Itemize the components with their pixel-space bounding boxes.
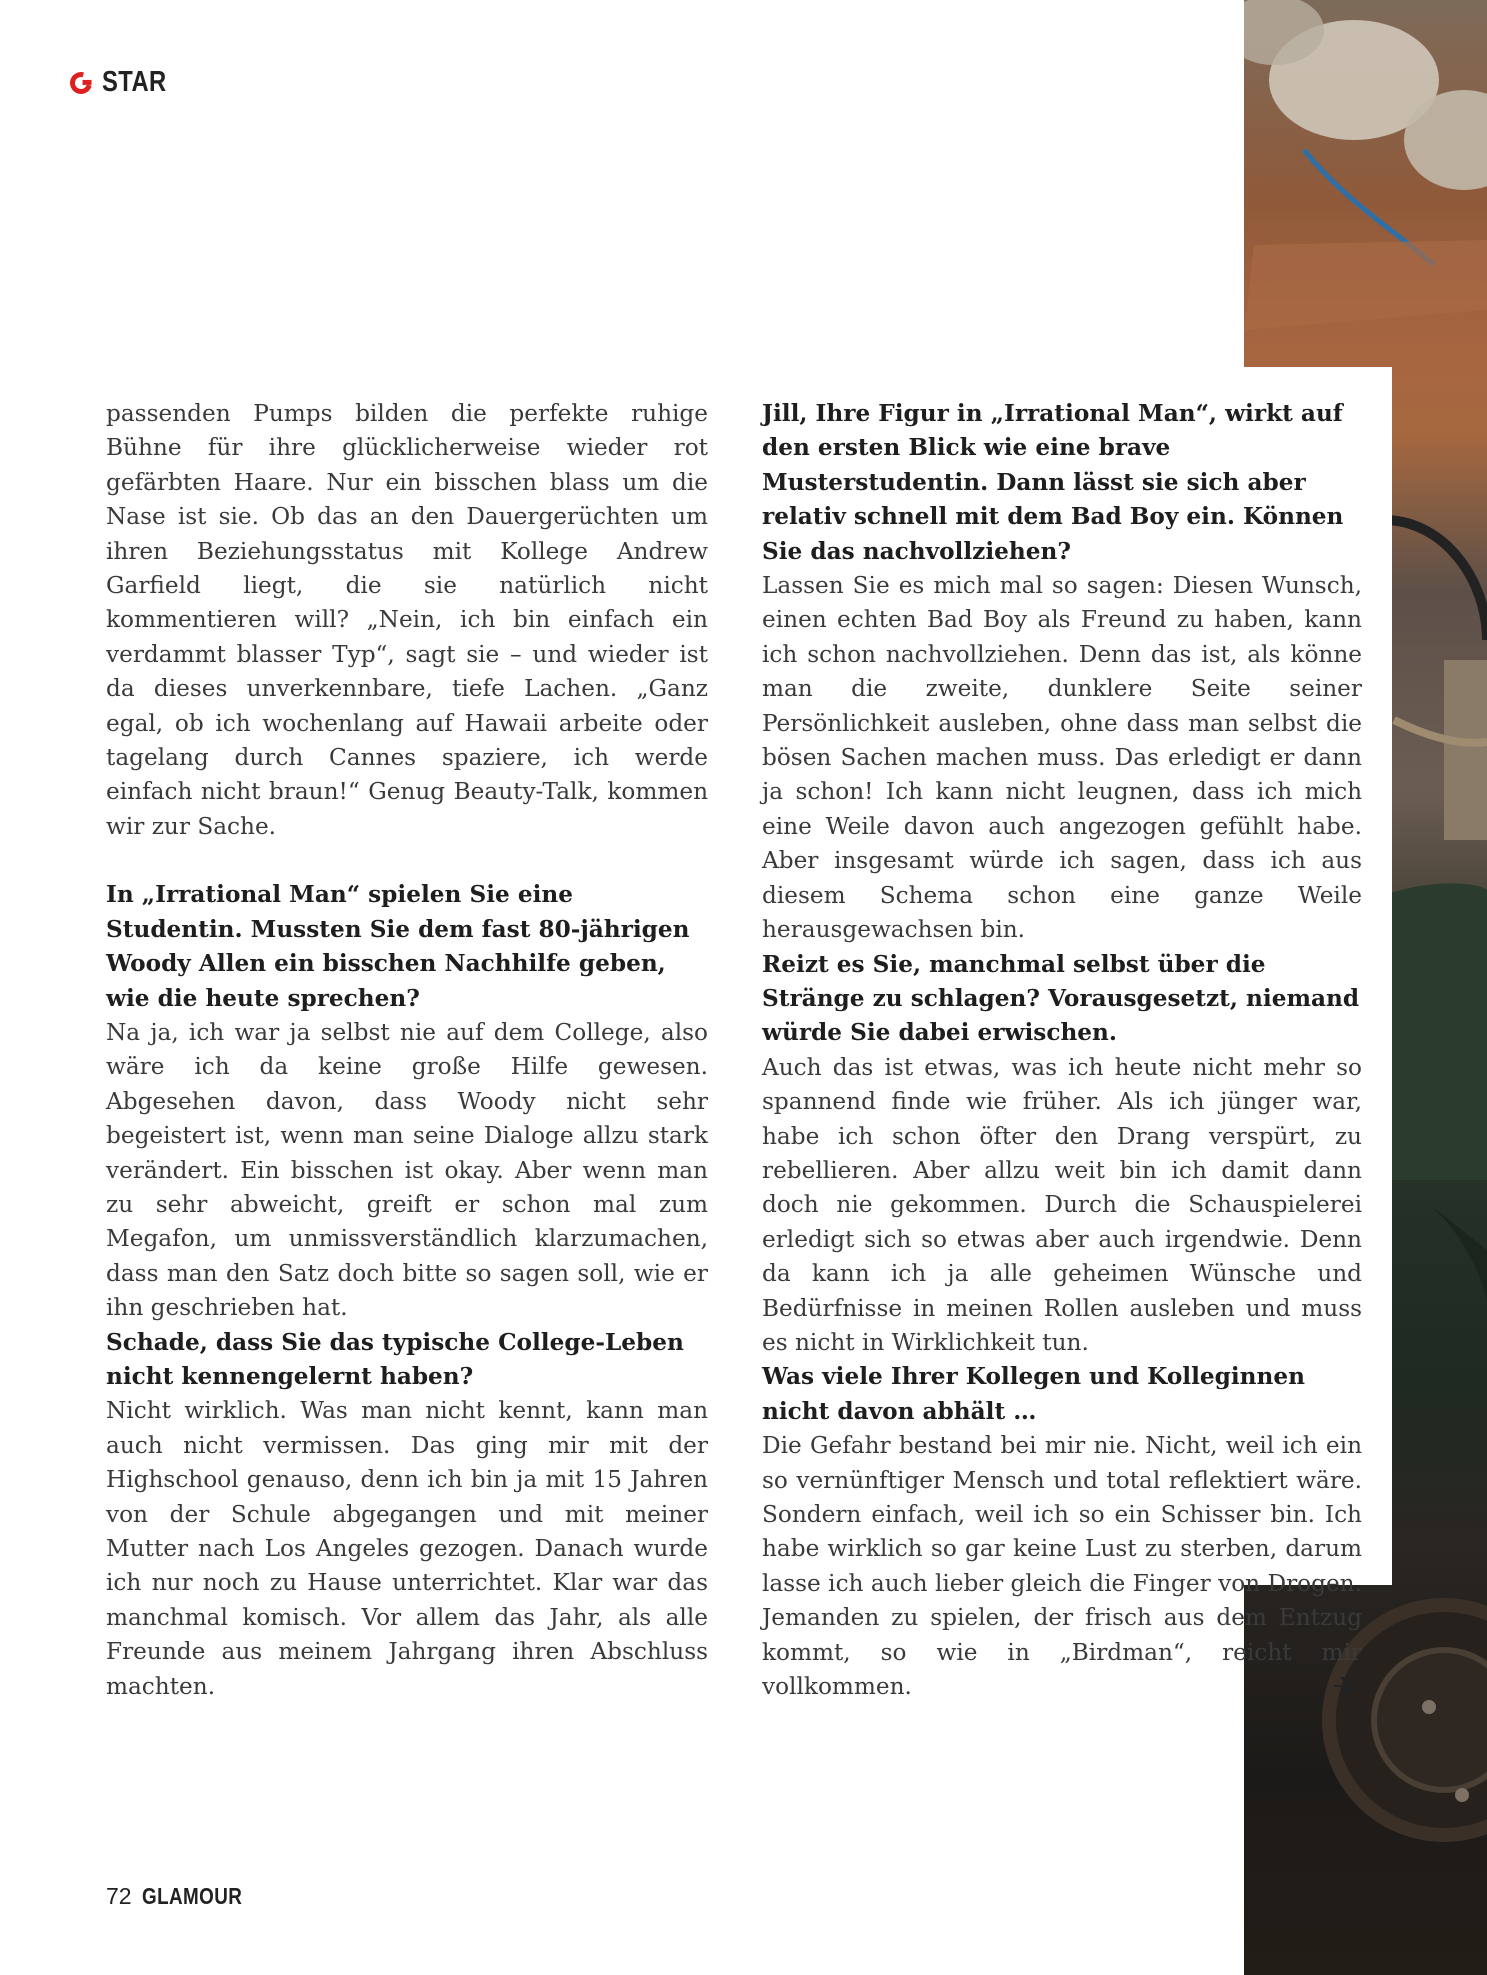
- page-footer: [106, 1883, 264, 1910]
- paragraph-gap: [106, 844, 708, 878]
- right-article-column: [762, 397, 1362, 1704]
- interview-answer: Die Gefahr bestand bei mir nie. Nicht, weil ich ein so vernünftiger Mensch und total reflektiert wäre. Sondern einfach, weil ich so ein Schisser bin. Ich habe wirklich so gar keine Lust zu sterben, darum lasse ich auch lieber gleich die Finger von Drogen. Jemanden zu spielen, der frisch aus dem Entzug kommt, so wie in „Birdman“, reicht mir vollkommen.: [762, 1432, 1362, 1701]
- interview-question: Schade, dass Sie das typische College-Leben nicht kennengelernt haben?: [106, 1328, 684, 1390]
- section-label: STAR: [102, 66, 167, 98]
- interview-answer: Na ja, ich war ja selbst nie auf dem College, also wäre ich da keine große Hilfe gewesen. Abgesehen davon, dass Woody nicht sehr begeistert ist, wenn man seine Dialoge allzu stark verändert. Ein bisschen ist okay. Aber wenn man zu sehr abweicht, greift er schon mal zum Megafon, um unmissverständlich klarzumachen, dass man den Satz doch bitte so sagen soll, wie er ihn geschrieben hat.: [106, 1018, 708, 1322]
- magazine-name: GLAMOUR: [141, 1883, 242, 1909]
- interview-question: In „Irrational Man“ spielen Sie eine Studentin. Mussten Sie dem fast 80-jährigen Woody Allen ein bisschen Nachhilfe geben, wie die heute sprechen?: [106, 881, 690, 1012]
- interview-question: Reizt es Sie, manchmal selbst über die Stränge zu schlagen? Vorausgesetzt, niemand würde Sie dabei erwischen.: [762, 950, 1360, 1047]
- interview-question: Jill, Ihre Figur in „Irrational Man“, wirkt auf den ersten Blick wie eine brave Musterstudentin. Dann lässt sie sich aber relativ schnell mit dem Bad Boy ein. Können Sie das nachvollziehen?: [762, 400, 1344, 565]
- g-logo-icon: [66, 67, 96, 97]
- page-number: 72: [106, 1883, 132, 1909]
- interview-answer: Auch das ist etwas, was ich heute nicht mehr so spannend finde wie früher. Als ich jünger war, habe ich schon öfter den Drang verspürt, zu rebellieren. Aber allzu weit bin ich damit dann doch nie gekommen. Durch die Schauspielerei erledigt sich so etwas aber auch irgendwie. Denn da kann ich ja alle geheimen Wünsche und Bedürfnisse in meinen Rollen ausleben und muss es nicht in Wirklichkeit tun.: [762, 1053, 1362, 1356]
- interview-question: Was viele Ihrer Kollegen und Kolleginnen nicht davon abhält …: [762, 1363, 1306, 1425]
- section-header: [70, 66, 181, 99]
- end-mark-icon: [1332, 1674, 1362, 1698]
- interview-answer: Nicht wirklich. Was man nicht kennt, kann man auch nicht vermissen. Das ging mir mit der Highschool genauso, denn ich bin ja mit 15 Jahren von der Schule abgegangen und mit meiner Mutter nach Los Angeles gezogen. Danach wurde ich nur noch zu Hause unterrichtet. Klar war das manchmal komisch. Vor allem das Jahr, als alle Freunde aus meinem Jahrgang ihren Abschluss machten.: [106, 1397, 708, 1700]
- interview-answer: Lassen Sie es mich mal so sagen: Diesen Wunsch, einen echten Bad Boy als Freund zu haben, kann ich schon nachvollziehen. Denn das ist, als könne man die zweite, dunklere Seite seiner Persönlichkeit ausleben, ohne dass man selbst die bösen Sachen machen muss. Das erledigt er dann ja schon! Ich kann nicht leugnen, dass ich mich eine Weile davon auch angezogen gefühlt habe. Aber insgesamt würde ich sagen, dass ich aus diesem Schema schon eine ganze Weile herausgewachsen bin.: [762, 572, 1362, 944]
- left-article-column: [106, 397, 708, 1704]
- interview-answer: passenden Pumps bilden die perfekte ruhige Bühne für ihre glücklicherweise wieder rot gefärbten Haare. Nur ein bisschen blass um die Nase ist sie. Ob das an den Dauergerüchten um ihren Beziehungsstatus mit Kollege Andrew Garfield liegt, die sie natürlich nicht kommentieren will? „Nein, ich bin einfach ein verdammt blasser Typ“, sagt sie – und wieder ist da dieses unverkennbare, tiefe Lachen. „Ganz egal, ob ich wochenlang auf Hawaii arbeite oder tagelang durch Cannes spaziere, ich werde einfach nicht braun!“ Genug Beauty-Talk, kommen wir zur Sache.: [106, 400, 708, 840]
